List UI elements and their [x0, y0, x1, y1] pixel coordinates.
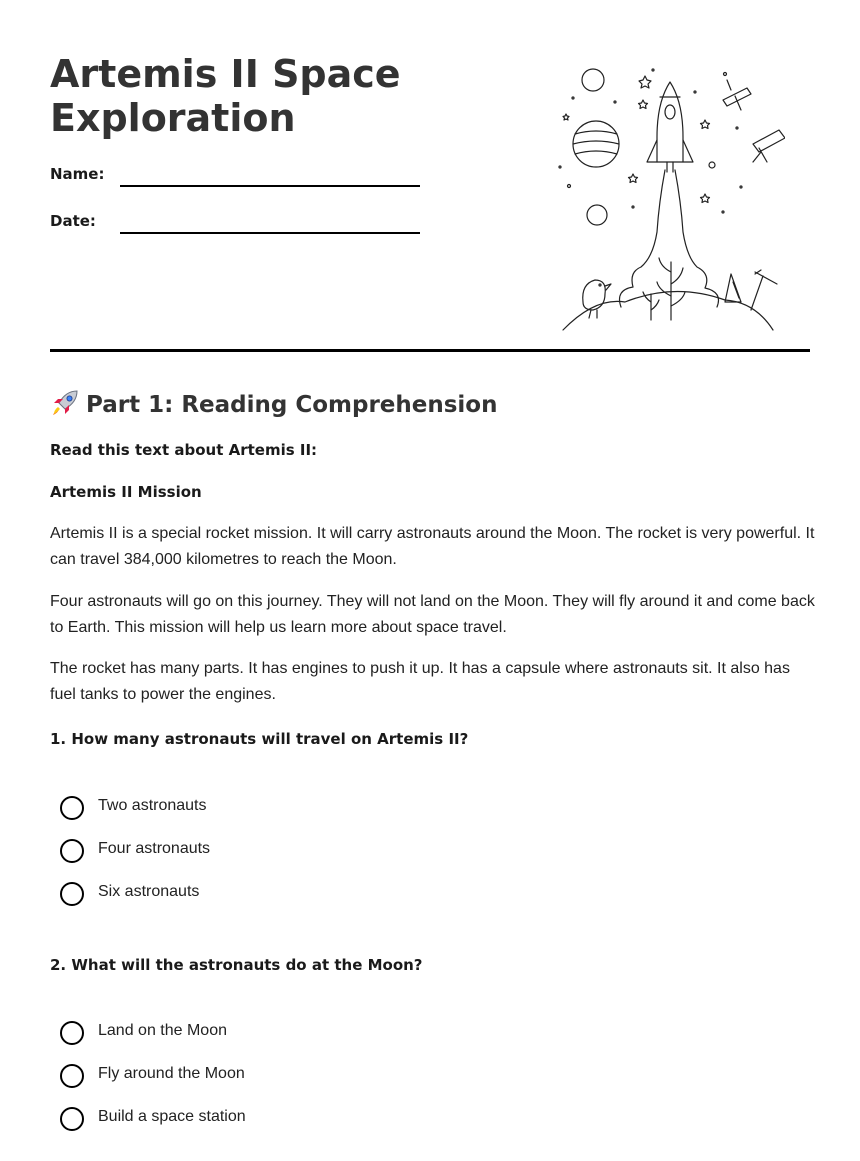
- radio-button[interactable]: [60, 796, 84, 820]
- date-field[interactable]: [50, 212, 422, 238]
- text-title: Artemis II Mission: [50, 483, 202, 501]
- radio-button[interactable]: [60, 1021, 84, 1045]
- reading-intro: Read this text about Artemis II:: [50, 441, 318, 459]
- name-line[interactable]: [120, 185, 420, 187]
- radio-button[interactable]: [60, 882, 84, 906]
- option-label: Land on the Moon: [98, 1022, 227, 1039]
- q1-option-3[interactable]: [60, 881, 360, 907]
- radio-button[interactable]: [60, 839, 84, 863]
- section-divider: [50, 349, 810, 352]
- name-label: Name:: [50, 165, 105, 183]
- rocket-launch-doodle-icon: [555, 62, 785, 337]
- name-field[interactable]: [50, 165, 422, 191]
- q1-option-1[interactable]: [60, 795, 360, 821]
- option-label: Two astronauts: [98, 797, 207, 814]
- part1-heading: [50, 388, 497, 421]
- date-line[interactable]: [120, 232, 420, 234]
- option-label: Four astronauts: [98, 840, 211, 857]
- q2-option-3[interactable]: [60, 1106, 360, 1132]
- radio-button[interactable]: [60, 1107, 84, 1131]
- option-label: Fly around the Moon: [98, 1065, 245, 1082]
- q2-option-1[interactable]: [60, 1020, 360, 1046]
- question-1: 1. How many astronauts will travel on Artemis II?: [50, 730, 469, 748]
- radio-button[interactable]: [60, 1064, 84, 1088]
- q2-option-2[interactable]: [60, 1063, 360, 1089]
- q1-option-2[interactable]: [60, 838, 360, 864]
- paragraph: Artemis II is a special rocket mission. It will carry astronauts around the Moon. The rocket is very powerful. It can travel 384,000 kilometres to reach the Moon.: [50, 525, 815, 568]
- paragraph: The rocket has many parts. It has engines to push it up. It has a capsule where astronauts sit. It also has fuel tanks to power the engines.: [50, 660, 790, 703]
- part1-heading-text: Part 1: Reading Comprehension: [86, 392, 498, 418]
- option-label: Build a space station: [98, 1108, 246, 1125]
- option-label: Six astronauts: [98, 883, 200, 900]
- worksheet-title: Artemis II Space Exploration: [50, 52, 401, 140]
- date-label: Date:: [50, 212, 96, 230]
- question-2: 2. What will the astronauts do at the Moon?: [50, 956, 423, 974]
- rocket-icon: [50, 388, 80, 418]
- paragraph: Four astronauts will go on this journey. They will not land on the Moon. They will fly around it and come back to Earth. This mission will help us learn more about space travel.: [50, 593, 815, 636]
